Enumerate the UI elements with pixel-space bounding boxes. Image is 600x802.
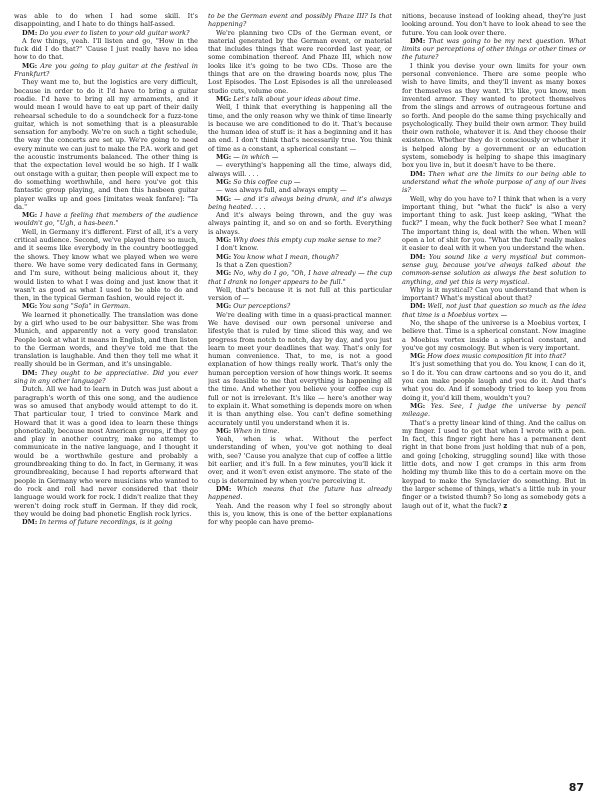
speaker-label: MG: (216, 153, 232, 162)
paragraph-text: Well, not just that question so much as the idea that time is a Moebius vortex — (402, 302, 586, 319)
paragraph-text: When in time. (233, 426, 280, 435)
answer-paragraph (402, 195, 586, 253)
answer-paragraph (14, 385, 198, 518)
interviewer-question (208, 195, 392, 212)
speaker-label: DM: (410, 169, 426, 178)
paragraph-text: You sound like a very mystical but common-sense guy, because you've always talked about the common-sense solution as always the best solution to anything, and yet this is very mystical. (402, 252, 586, 286)
interviewer-question (14, 211, 198, 228)
interviewer-question (14, 62, 198, 79)
paragraph-text: They want me to, but the logistics are very difficult, because in order to do it I'd have to bring a guitar roadie. I'd have to bring all my armaments, and it would mean I would have to eat up part of their daily rehearsal schedule to do a soundcheck for a fuzz-tone guitar, which is not something that is a pleasurable sensation for anybody. We're on such a tight schedule, the way the concerts are set up. We're going to need every minute we can just to make the P.A. work and get the acoustic instruments balanced. The other thing is that the expectation level would be so high. If I walk out onstage with a guitar, then people will expect me to do something worthwhile, and here you've got this fantastic group playing, and then this hasbeen guitar player walks up and goes [imitates weak fanfare]: "Ta da." (14, 78, 198, 211)
answer-paragraph (208, 261, 392, 269)
answer-paragraph (208, 186, 392, 194)
speaker-label: MG: (216, 94, 232, 103)
paragraph-text: Well, that's because it is not full at this particular version of — (208, 285, 392, 303)
interviewer-question (14, 518, 198, 526)
paragraph-text: Yes. See, I judge the universe by pencil mileage. (402, 401, 586, 419)
interviewer-question (208, 236, 392, 244)
paragraph-text: No, why do I go, "Oh, I have already — the cup that I drank no longer appears to be full." (208, 269, 392, 286)
paragraph-text: Are you going to play guitar at the festival in Frankfurt? (14, 61, 198, 79)
paragraph-text: Let's talk about your ideas about time. (233, 94, 361, 103)
end-mark: z (503, 501, 508, 510)
answer-paragraph (208, 29, 392, 95)
paragraph-text: Why is it mystical? Can you understand that when is important? What's mystical about that? (402, 285, 586, 303)
paragraph-text: was able to do when I had some skill. It's disappointing, and I hate to do things half-assed. (14, 12, 198, 29)
interviewer-question (14, 369, 198, 386)
interviewer-question (208, 253, 392, 261)
paragraph-text: That was going to be my next question. What limits our perceptions of other things or other times or the future? (402, 36, 586, 62)
paragraph-text: I don't know. (216, 244, 259, 253)
answer-paragraph (402, 286, 586, 303)
answer-paragraph (14, 311, 198, 369)
interviewer-question (402, 402, 586, 419)
interviewer-question (14, 29, 198, 37)
speaker-label: MG: (216, 177, 232, 186)
speaker-label: MG: (216, 194, 232, 203)
interviewer-question (208, 178, 392, 186)
paragraph-text: You know what I mean, though? (233, 252, 339, 261)
paragraph-text: I have a feeling that members of the audience wouldn't go, "Ugh, a has-been." (14, 211, 198, 228)
paragraph-text: — in which — (233, 153, 279, 162)
text-columns (14, 12, 586, 774)
answer-paragraph (208, 211, 392, 236)
paragraph-text: — was always full, and always empty — (216, 186, 347, 195)
answer-paragraph (402, 62, 586, 170)
answer-paragraph (402, 12, 586, 37)
speaker-label: DM: (22, 368, 38, 377)
paragraph-text: Well, I think that everything is happening all the time, and the only reason why we think of time linearly is because we are conditioned to do it. That's because the human idea of stuff is: it has a beginning and it has an end. I don't think that's necessarily true. You think of time as a constant, a spherical constant — (208, 103, 392, 153)
speaker-label: DM: (410, 36, 426, 45)
paragraph-text: We're planning two CDs of the German event, or material generated by the German event, or material that includes things that were recorded last year, or some combination thereof. And Phaze III, which now looks like it's going to be two CDs. Those are the things that are on the drawing boards now, plus The Lost Episodes. The Lost Episodes is all the unreleased studio cuts, volume one. (208, 28, 392, 95)
paragraph-text: No, the shape of the universe is a Moebius vortex, I believe that. Time is a spherical constant. Now imagine a Moebius vortex inside a spherical constant, and you've got my cosmology. But when is very important. (402, 318, 586, 352)
paragraph-text: You sang "Sofa" in German. (39, 302, 131, 311)
paragraph-text: And it's always being thrown, and the guy was always painting it, and so on and so forth. Everything is always. (208, 211, 392, 236)
speaker-label: MG: (216, 426, 232, 435)
answer-paragraph (208, 435, 392, 485)
answer-paragraph (208, 502, 392, 527)
interviewer-question (208, 269, 392, 286)
paragraph-text: — everything's happening all the time, always did, always will. . . . (208, 161, 392, 178)
speaker-label: DM: (410, 302, 426, 311)
interviewer-question (402, 352, 586, 360)
paragraph-text: Yeah. And the reason why I feel so strongly about this is, you know, this is one of the better explanations for why people can have premo- (208, 501, 392, 527)
paragraph-text: Then what are the limits to our being able to understand what the whole purpose of any of our lives is? (402, 169, 586, 195)
interviewer-question (208, 485, 392, 502)
interviewer-question (208, 302, 392, 310)
answer-paragraph (208, 311, 392, 427)
interviewer-question (402, 302, 586, 319)
interviewer-question (14, 302, 198, 310)
speaker-label: DM: (410, 252, 426, 261)
speaker-label: MG: (216, 269, 232, 278)
speaker-label: MG: (216, 236, 232, 245)
answer-paragraph (402, 360, 586, 401)
paragraph-text: We learned it phonetically. The translation was done by a girl who used to be our babysitter. She was from Munich, and apparently not a very good translator. People look at what it means in English, and then listen to the German words, and they've told me that the translation is laughable. And then they tell me what it really should be in German, and it's unsingable. (14, 310, 198, 369)
speaker-label: MG: (216, 252, 232, 261)
paragraph-text: Yeah, when is what. Without the perfect understanding of when, you've got nothing to deal with, see? 'Cause you analyze that cup of coffee a little bit earlier, and it's full. In a few minutes, you'll kick it over, and it won't even exist anymore. The state of the cup is determined by when you're perceiving it. (208, 435, 392, 485)
answer-paragraph (14, 78, 198, 211)
speaker-label: DM: (22, 518, 38, 527)
speaker-label: MG: (22, 61, 38, 70)
paragraph-text: Well, why do you have to? I think that when is a very important thing, but "what the fuck" is also a very important thing to ask. Just keep asking, "What the fuck?" I mean, why the fuck bother? See what I mean? The important thing is, deal with the when. When will open a lot of shit for you. "What the fuck" really makes it easier to deal with it when you understand the when. (402, 194, 586, 253)
paragraph-text: They ought to be appreciative. Did you ever sing in any other language? (14, 368, 198, 386)
interviewer-question (208, 427, 392, 435)
column-3 (402, 12, 586, 774)
paragraph-text: In terms of future recordings, is it going (39, 518, 173, 527)
paragraph-text: Our perceptions? (233, 302, 291, 311)
paragraph-text: nitions, because instead of looking ahead, they're just looking around. You don't have to look ahead to see the future. You can look over there. (402, 12, 586, 37)
interviewer-question (402, 253, 586, 286)
paragraph-text: Why does this empty cup make sense to me? (233, 236, 381, 245)
answer-paragraph (14, 12, 198, 29)
answer-paragraph (402, 419, 586, 510)
interviewer-question (208, 95, 392, 103)
interviewer-question (208, 12, 392, 29)
interviewer-question (402, 37, 586, 62)
speaker-label: DM: (22, 28, 38, 37)
speaker-label: MG: (22, 302, 38, 311)
speaker-label: DM: (216, 484, 232, 493)
paragraph-text: How does music composition fit into that? (427, 352, 566, 361)
speaker-label: MG: (410, 401, 426, 410)
answer-paragraph (208, 103, 392, 153)
paragraph-text: — and it's always being drunk, and it's always being heated. . . . (208, 194, 392, 211)
speaker-label: MG: (22, 211, 38, 220)
paragraph-text: A few things, yeah. I'll listen and go, "How in the fuck did I do that?" 'Cause I just really have no idea how to do that. (14, 36, 198, 62)
interviewer-question (208, 153, 392, 161)
paragraph-text: Dutch. All we had to learn in Dutch was just about a paragraph's worth of this one song, and the audience was so amused that anybody would attempt to do it. That particular tour, I tried to convince Mark and Howard that it was a good idea to learn these things phonetically, because most American groups, if they go and play in another country, make no attempt to communicate in the native language, and I thought it would be a worthwhile gesture and probably a groundbreaking thing to do. In fact, in Germany, it was groundbreaking, because I had reports afterward that people in Germany who were musicians who wanted to do rock and roll had never considered that their language would work for rock. I didn't realize that they weren't doing rock stuff in German. If they did rock, they would be doing bad phonetic English rock lyrics. (14, 385, 198, 518)
column-1 (14, 12, 198, 774)
page-number: 87 (568, 781, 584, 794)
paragraph-text: to be the German event and possibly Phaze III? Is that happening? (208, 12, 392, 29)
paragraph-text: Which means that the future has already happened. (208, 484, 392, 502)
paragraph-text: Well, in Germany it's different. First of all, it's a very critical audience. Second, we've played there so much, and it seems like everybody in the country bootlegged the shows. They know what we played when we were there. We have some very dedicated fans in Germany, and I'm sure, without being malicious about it, they would listen to what I was doing and just know that it wasn't as good as what I used to be able to do and then, in the typical German fashion, would reject it. (14, 227, 198, 303)
paragraph-text: That's a pretty linear kind of thing. And the callus on my finger. I used to get that when I wrote with a pen. In fact, this finger right here has a permanent dent right in that bone from just holding that nub of a pen, and going [choking, struggling sound] like with those little dots, and now I get cramps in this arm from holding my thumb like this to do a certain move on the keypad to make the Synclavier do something. But in the larger scheme of things, what's a little nub in your finger or a twisted thumb? So long as somebody gets a laugh out of it, what the fuck? (402, 418, 586, 510)
speaker-label: MG: (410, 352, 426, 361)
interviewer-question (402, 170, 586, 195)
answer-paragraph (208, 286, 392, 303)
paragraph-text: We're dealing with time in a quasi-practical manner. We have devised our own personal universe and lifestyle that is ruled by time sliced this way, and we progress from notch to notch, day by day, and you just learn to meet your deadlines that way. That's only for human convenience. That, to me, is not a good explanation of how things really work. That's only the human perception version of how things work. It seems just as feasible to me that everything is happening all the time. And whether you believe your coffee cup is full or not is irrelevant. It's like — here's another way to explain it. What something is depends more on when it is than anything else. You can't define something accurately until you understand when it is. (208, 310, 392, 427)
answer-paragraph (208, 161, 392, 178)
speaker-label: MG: (216, 302, 232, 311)
answer-paragraph (402, 319, 586, 352)
paragraph-text: So this coffee cup — (233, 177, 301, 186)
paragraph-text: It's just something that you do. You know, I can do it, so I do it. You can draw cartoons and so you do it, and you can make people laugh and you do it. And that's what you do. And if somebody tried to keep you from doing it, you'd kill them, wouldn't you? (402, 360, 586, 402)
answer-paragraph (14, 228, 198, 303)
column-2 (208, 12, 392, 774)
answer-paragraph (14, 37, 198, 62)
paragraph-text: I think you devise your own limits for your own personal convenience. There are some people who wish to have limits, and they'll invent as many boxes for themselves as they want. It's like, you know, men invented armor. They wanted to protect themselves from the slings and arrows of outrageous fortune and so forth. And people do the same thing psychically and psychologically. They build their own armor. They build their own rathole, whatever it is. And they choose their existence. Whether they do it consciously or whether it is helped along by a government or an education system, somebody is helping to shape this imaginary box you live in, but it doesn't have to be there. (402, 61, 586, 170)
paragraph-text: Is that a Zen question? (216, 260, 292, 269)
paragraph-text: Do you ever to listen to your old guitar work? (39, 28, 190, 37)
answer-paragraph (208, 244, 392, 252)
